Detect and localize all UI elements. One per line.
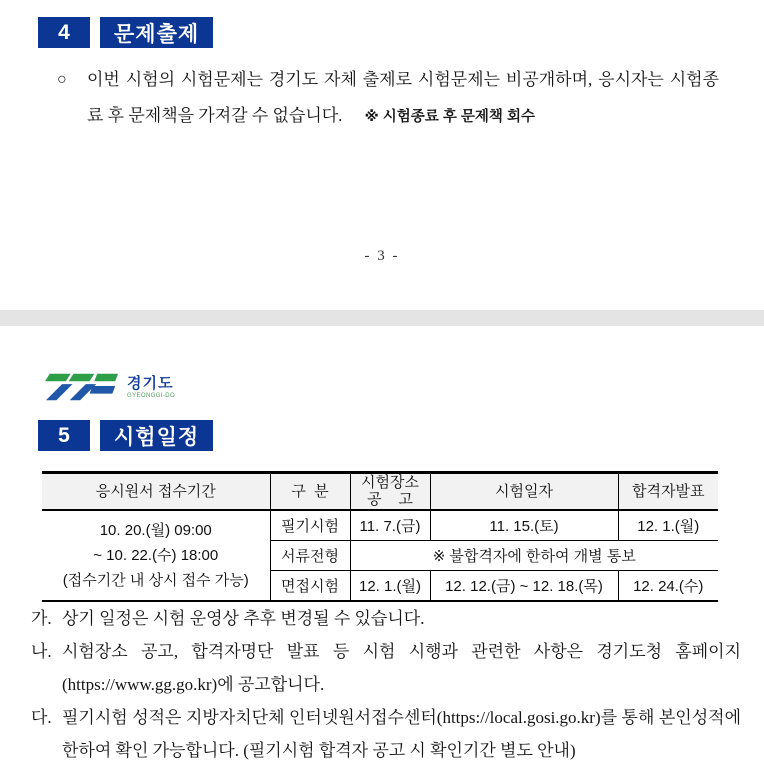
col-header-exam-date: 시험일자 — [430, 473, 618, 510]
logo-text-english: GYEONGGI-DO — [127, 392, 176, 399]
cell-date: 11. 15.(토) — [430, 510, 618, 541]
section-4-header — [38, 17, 213, 48]
section-number-badge: 4 — [38, 17, 90, 48]
cell-category: 면접시험 — [270, 570, 350, 601]
note-text: 필기시험 성적은 지방자치단체 인터넷원서접수센터(https://local.gosi.go.kr)를 통해 본인성적에 한하여 확인 가능합니다. (필기시험 합격자 공고 시 확인기간 별도 안내) — [62, 708, 741, 760]
note-item-ga — [31, 602, 741, 635]
col-header-category: 구 분 — [270, 473, 350, 510]
note-marker: 가. — [31, 609, 52, 628]
col-header-venue — [350, 473, 430, 510]
page-number: - 3 - — [364, 248, 400, 264]
note-text: 상기 일정은 시험 운영상 추후 변경될 수 있습니다. — [62, 609, 425, 628]
cell-notice: ※ 불합격자에 한하여 개별 통보 — [350, 540, 718, 570]
page-4 — [0, 326, 764, 780]
bullet-marker: ○ — [57, 71, 67, 88]
paragraph-text: 이번 시험의 시험문제는 경기도 자체 출제로 시험문제는 비공개하며, 응시자는 시험종료 후 문제책을 가져갈 수 없습니다. — [87, 70, 719, 125]
cell-category: 서류전형 — [270, 540, 350, 570]
cell-venue: 12. 1.(월) — [350, 570, 430, 601]
page-3 — [0, 0, 764, 310]
note-item-na — [31, 635, 741, 701]
logo-text-korean: 경기도 — [127, 374, 174, 392]
cell-announce: 12. 24.(수) — [618, 570, 718, 601]
apply-period-line1: 10. 20.(월) 09:00 — [99, 521, 212, 539]
paragraph-exam-questions — [57, 62, 719, 135]
note-text: 시험장소 공고, 합격자명단 발표 등 시험 시행과 관련한 사항은 경기도청 홈페이지(https://www.gg.go.kr)에 공고합니다. — [62, 642, 741, 694]
gyeonggi-logo-mark-icon — [45, 372, 119, 402]
cell-date: 12. 12.(금) ~ 12. 18.(목) — [430, 570, 618, 601]
note-marker: 다. — [31, 708, 52, 727]
logo-texts — [127, 376, 175, 399]
paragraph-note: ※ 시험종료 후 문제책 회수 — [364, 109, 535, 125]
page-separator — [0, 310, 764, 326]
cell-category: 필기시험 — [270, 510, 350, 541]
table-row — [42, 510, 718, 541]
table-header-row — [42, 473, 718, 510]
exam-schedule-table — [42, 471, 718, 602]
notes-list — [31, 602, 741, 767]
cell-venue: 11. 7.(금) — [350, 510, 430, 541]
apply-period-line2: ~ 10. 22.(수) 18:00 — [93, 546, 219, 564]
section-number-badge: 5 — [38, 420, 90, 451]
cell-announce: 12. 1.(월) — [618, 510, 718, 541]
gyeonggi-logo — [45, 372, 175, 402]
note-item-da — [31, 701, 741, 767]
note-marker: 나. — [31, 642, 52, 661]
col-header-venue-line2: 공 고 — [367, 491, 413, 509]
paragraph-body — [87, 62, 719, 135]
col-header-pass-announce: 합격자발표 — [618, 473, 718, 510]
section-5-header — [38, 420, 213, 451]
section-title-badge: 문제출제 — [100, 17, 213, 48]
col-header-apply-period: 응시원서 접수기간 — [42, 473, 270, 510]
apply-period-cell — [42, 510, 270, 601]
col-header-venue-line1: 시험장소 — [361, 474, 419, 491]
apply-period-line3: (접수기간 내 상시 접수 가능) — [62, 571, 249, 589]
section-title-badge: 시험일정 — [100, 420, 213, 451]
